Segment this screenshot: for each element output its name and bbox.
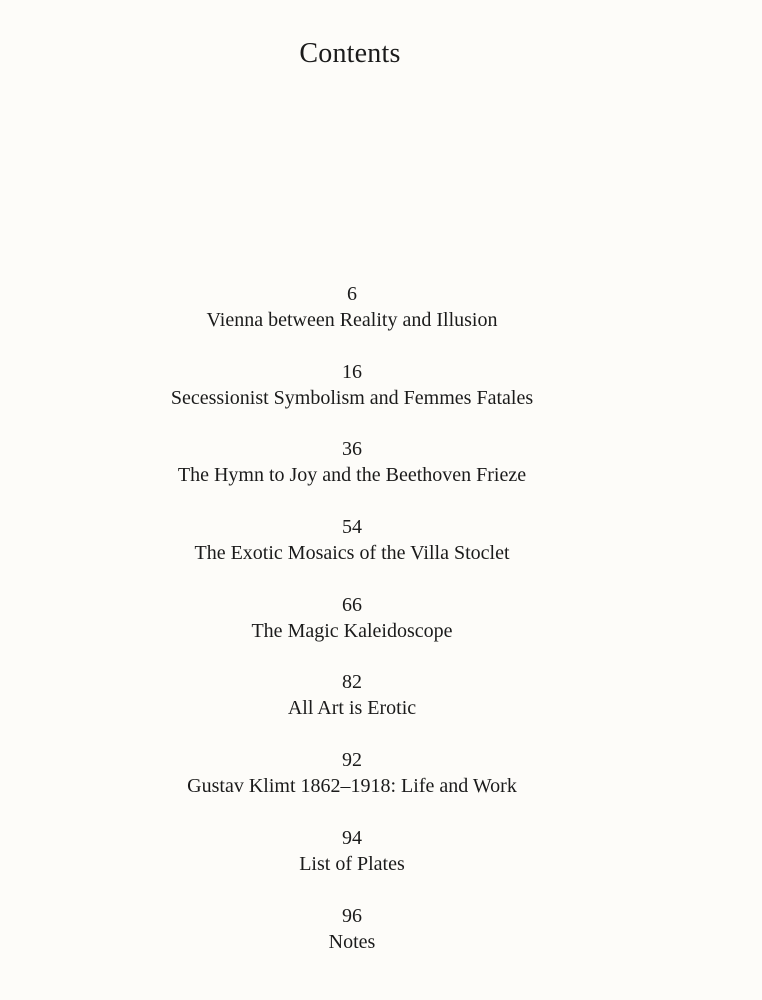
toc-page-number: 6: [347, 283, 357, 305]
toc-chapter-title: Vienna between Reality and Illusion: [206, 309, 498, 331]
toc-chapter-title: List of Plates: [299, 852, 405, 875]
page-title: Contents: [299, 38, 401, 69]
toc-entry: [0, 903, 704, 981]
table-of-contents: [0, 281, 704, 980]
toc-page-number: 36: [342, 438, 362, 461]
toc-chapter-title: Notes: [328, 930, 376, 953]
toc-entry: [0, 281, 704, 359]
toc-entry: [0, 592, 704, 670]
toc-page-number: 66: [342, 593, 362, 616]
toc-page-number: 82: [342, 671, 362, 694]
toc-page-number: 94: [342, 826, 362, 849]
toc-chapter-title: The Magic Kaleidoscope: [251, 619, 453, 642]
toc-entry: [0, 747, 704, 825]
toc-chapter-title: The Exotic Mosaics of the Villa Stoclet: [194, 542, 510, 565]
toc-page-number: 16: [342, 360, 362, 383]
toc-chapter-title: Secessionist Symbolism and Femmes Fatales: [170, 386, 534, 409]
toc-entry: [0, 436, 704, 514]
toc-entry: [0, 669, 704, 747]
toc-page-number: 96: [342, 904, 362, 927]
toc-entry: [0, 359, 704, 437]
toc-page-number: 92: [342, 749, 362, 772]
toc-entry: [0, 514, 704, 592]
toc-chapter-title: Gustav Klimt 1862–1918: Life and Work: [187, 775, 517, 798]
toc-entry: [0, 825, 704, 903]
toc-page-number: 54: [342, 516, 362, 539]
toc-chapter-title: All Art is Erotic: [287, 697, 417, 720]
toc-chapter-title: The Hymn to Joy and the Beethoven Frieze: [177, 464, 527, 487]
